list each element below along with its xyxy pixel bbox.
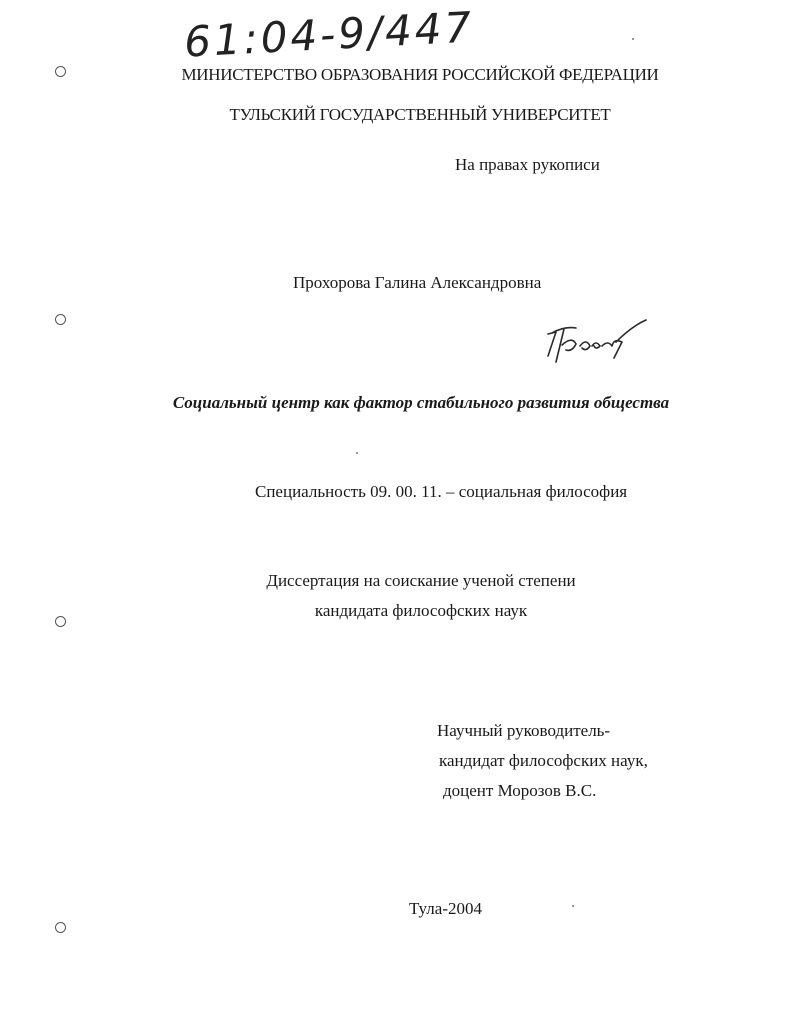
scan-speck (572, 905, 574, 907)
author-signature (542, 312, 654, 368)
supervisor-label: Научный руководитель- (437, 721, 611, 740)
scan-speck (356, 452, 358, 454)
supervisor-degree: кандидат философских наук, (439, 751, 648, 770)
city-year: Тула-2004 (409, 899, 482, 918)
dissertation-degree-line1: Диссертация на соискание ученой степени (266, 571, 576, 590)
specialty-line: Специальность 09. 00. 11. – социальная философия (255, 482, 628, 501)
supervisor-name: доцент Морозов В.С. (443, 781, 597, 800)
university-heading: ТУЛЬСКИЙ ГОСУДАРСТВЕННЫЙ УНИВЕРСИТЕТ (229, 105, 611, 124)
punch-hole-mark (55, 314, 66, 325)
punch-hole-mark (55, 922, 66, 933)
handwritten-archive-code: 61:04-9/447 (182, 2, 476, 67)
ministry-heading: МИНИСТЕРСТВО ОБРАЗОВАНИЯ РОССИЙСКОЙ ФЕДЕРАЦИИ (181, 65, 659, 84)
scan-speck (632, 38, 634, 40)
manuscript-rights-note: На правах рукописи (455, 155, 600, 174)
dissertation-title: Социальный центр как фактор стабильного развития общества (172, 393, 670, 412)
dissertation-degree-line2: кандидата философских наук (314, 601, 528, 620)
author-name: Прохорова Галина Александровна (293, 273, 542, 292)
